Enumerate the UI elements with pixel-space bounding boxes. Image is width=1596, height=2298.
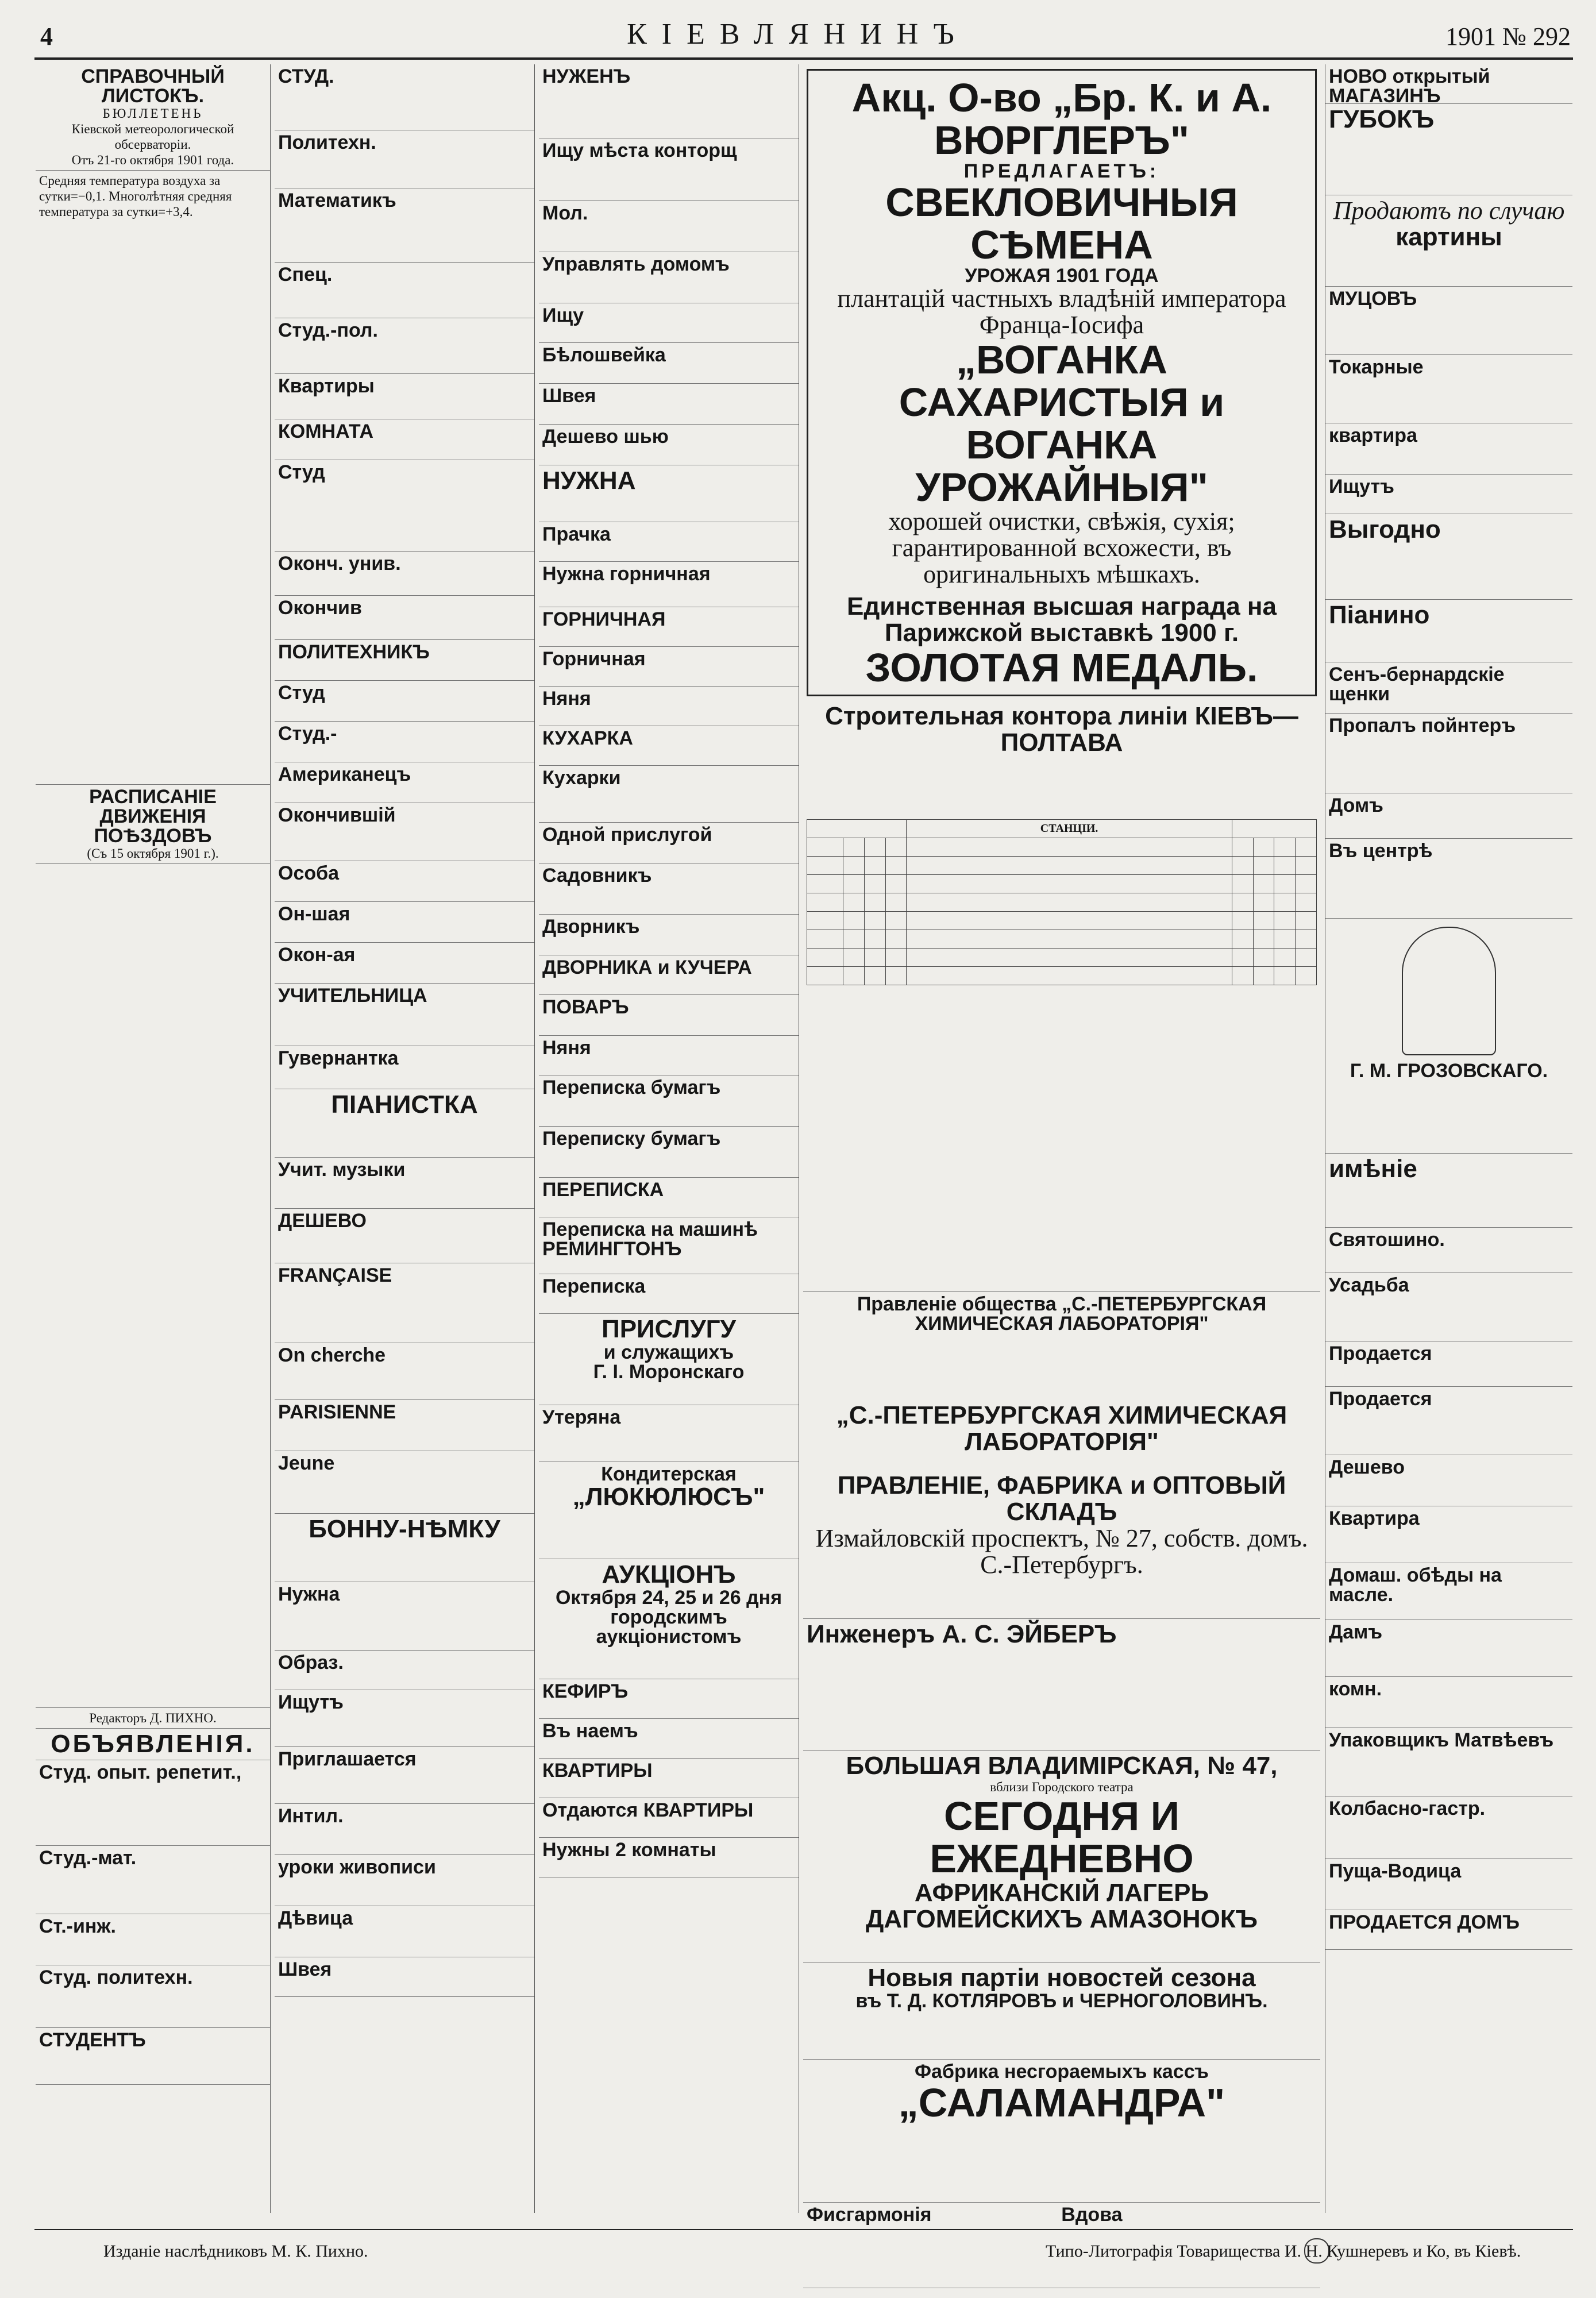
- ad: Утеряна: [539, 1405, 799, 1462]
- publisher-line: Изданіе наслѣдниковъ М. К. Пихно.: [103, 2242, 368, 2261]
- schedule-title: РАСПИСАНІЕ ДВИЖЕНІЯ ПОѢЗДОВЪ: [89, 786, 217, 847]
- ad: Окон-ая: [275, 943, 534, 984]
- ad-student-math: Студ.-мат.: [36, 1846, 270, 1914]
- ad: КУХАРКА: [539, 726, 799, 766]
- ad: Мол.: [539, 201, 799, 252]
- ad: Особа: [275, 861, 534, 902]
- issue-number: 1901 № 292: [1445, 22, 1571, 51]
- ad: Переписка бумагъ: [539, 1075, 799, 1127]
- ad: Бѣлошвейка: [539, 343, 799, 384]
- ad: ПРОДАЕТСЯ ДОМЪ: [1325, 1910, 1572, 1950]
- cutlery-emblem-icon: [1402, 927, 1496, 1055]
- ad: БОННУ-НѢМКУ: [275, 1514, 534, 1582]
- ad-safes: Фабрика несгораемыхъ кассъ „САЛАМАНДРА": [803, 2060, 1320, 2203]
- ad: НОВО открытый МАГАЗИНЪ: [1325, 64, 1572, 104]
- ad: PARISIENNE: [275, 1400, 534, 1451]
- ad: Ищутъ: [275, 1690, 534, 1747]
- ad: Гувернантка: [275, 1046, 534, 1089]
- ad: Нужна: [275, 1582, 534, 1651]
- ad: Въ наемъ: [539, 1719, 799, 1759]
- ad: Студ.-: [275, 722, 534, 762]
- newspaper-title: КІЕВЛЯНИНЪ: [627, 18, 969, 51]
- ad: комн.: [1325, 1677, 1572, 1728]
- ad: Выгодно: [1325, 514, 1572, 600]
- ad-railway: Строительная контора линіи КІЕВЪ—ПОЛТАВА СТАНЦІИ.: [803, 701, 1320, 1292]
- ad: Кухарки: [539, 766, 799, 823]
- reference-section: [36, 64, 270, 171]
- ad: Образ.: [275, 1651, 534, 1690]
- observatory-label: Кіевской метеорологической обсерваторіи.: [71, 122, 234, 152]
- ad: Святошино.: [1325, 1228, 1572, 1273]
- ad-fabrics: Новыя партіи новостей сезона въ Т. Д. КОТЛЯРОВЪ и ЧЕРНОГОЛОВИНЪ.: [803, 1962, 1320, 2060]
- ad-student: СТУДЕНТЪ: [36, 2028, 270, 2085]
- ad: НУЖЕНЪ: [539, 64, 799, 138]
- ad-harmonium: Фисгармонія Вдова: [803, 2203, 1320, 2288]
- ad: ДВОРНИКА и КУЧЕРА: [539, 955, 799, 995]
- ad: ГУБОКЪ: [1325, 104, 1572, 195]
- train-timetable: СТАНЦІИ.: [807, 819, 1317, 985]
- ad: Переписка на машинѣ РЕМИНГТОНЪ: [539, 1217, 799, 1274]
- column-1: [36, 64, 271, 2213]
- ad: ПІАНИСТКА: [275, 1089, 534, 1158]
- column-4: [803, 64, 1320, 2226]
- ad-confectionery: Кондитерская „ЛЮКЮЛЮСЪ": [539, 1462, 799, 1559]
- ad: Ищутъ: [1325, 475, 1572, 514]
- top-rule: [34, 57, 1573, 60]
- ad: Интил.: [275, 1804, 534, 1855]
- ad: КВАРТИРЫ: [539, 1759, 799, 1798]
- ad: уроки живописи: [275, 1855, 534, 1906]
- ad-polytech: Студ. политехн.: [36, 1965, 270, 2028]
- ad: УЧИТЕЛЬНИЦА: [275, 984, 534, 1046]
- ad: Садовникъ: [539, 863, 799, 915]
- ad: Токарные: [1325, 355, 1572, 423]
- ad: Оконч. унив.: [275, 552, 534, 596]
- ad: Нужна горничная: [539, 562, 799, 607]
- ad: ПОВАРЪ: [539, 995, 799, 1036]
- ad: Ищу: [539, 303, 799, 343]
- ad: ДЕШЕВО: [275, 1209, 534, 1263]
- ad: Одной прислугой: [539, 823, 799, 863]
- ad: Швея: [275, 1957, 534, 1997]
- ad-engineer-eiber: Инженеръ А. С. ЭЙБЕРЪ: [803, 1619, 1320, 1751]
- ad: Управлять домомъ: [539, 252, 799, 303]
- ad: On cherche: [275, 1343, 534, 1400]
- ad: Переписку бумагъ: [539, 1127, 799, 1178]
- ad: Горничная: [539, 647, 799, 687]
- ad-chem-lab: Правленіе общества „С.-ПЕТЕРБУРГСКАЯ ХИМИЧЕСКАЯ ЛАБОРАТОРІЯ" „С.-ПЕТЕРБУРГСКАЯ ХИМИЧЕСКАЯ ЛАБОРАТОРІЯ" ПРАВЛЕНІЕ, ФАБРИКА и ОПТОВЫЙ СКЛАДЪ Измайловскій проспектъ, № 27, собств. домъ. С.-Петербургъ.: [803, 1292, 1320, 1619]
- ad-cutler: Г. М. ГРОЗОВСКАГО.: [1325, 919, 1572, 1154]
- ad-wurgler: Акц. О-во „Бр. К. и А. ВЮРГЛЕРЪ" ПРЕДЛАГАЕТЪ: СВЕКЛОВИЧНЫЯ СѢМЕНА УРОЖАЯ 1901 ГОДА плантацій частныхъ владѣній императора Франца-Іосифа „ВОГАНКА САХАРИСТЫЯ и ВОГАНКА УРОЖАЙНЫЯ" хорошей очистки, свѣжія, сухія; гарантированной всхожести, въ оригинальныхъ мѣшкахъ. Единственная высшая награда на Парижской выставкѣ 1900 г. ЗОЛОТАЯ МЕДАЛЬ.: [807, 69, 1317, 696]
- weather-text: Средняя температура воздуха за сутки=−0,1. Многолѣтняя средняя температура за сутки=+3,4.: [36, 171, 270, 785]
- ad: Дѣвица: [275, 1906, 534, 1957]
- editor-line: Редакторъ Д. ПИХНО.: [36, 1708, 270, 1729]
- column-5: [1325, 64, 1572, 2213]
- ad: Студ: [275, 460, 534, 552]
- ad: Усадьба: [1325, 1273, 1572, 1341]
- schedule-section: [36, 785, 270, 864]
- page-number: 4: [40, 22, 53, 51]
- ad: ПОЛИТЕХНИКЪ: [275, 640, 534, 681]
- ad: Учит. музыки: [275, 1158, 534, 1209]
- ad: КЕФИРЪ: [539, 1679, 799, 1719]
- ad: Сенъ-бернардскіе щенки: [1325, 662, 1572, 714]
- ad: квартира: [1325, 423, 1572, 475]
- ad: Домаш. обѣды на масле.: [1325, 1563, 1572, 1620]
- printer-line: Типо-Литографія Товарищества И. Н. Кушнеревъ и Ко, въ Кіевѣ.: [1046, 2242, 1521, 2261]
- ad: Няня: [539, 687, 799, 726]
- ad: Математикъ: [275, 188, 534, 263]
- ad: Студ: [275, 681, 534, 722]
- masthead: [0, 0, 1596, 63]
- footer: [34, 2229, 1573, 2261]
- ad: Окончившій: [275, 803, 534, 861]
- ad-tutor: Студ. опыт. репетит.,: [36, 1760, 270, 1846]
- ad: Приглашается: [275, 1747, 534, 1804]
- ad-amazons: БОЛЬШАЯ ВЛАДИМІРСКАЯ, № 47, вблизи Городского театра СЕГОДНЯ И ЕЖЕДНЕВНО АФРИКАНСКІЙ ЛАГЕРЬ ДАГОМЕЙСКИХЪ АМАЗОНОКЪ: [803, 1751, 1320, 1962]
- ad: Дамъ: [1325, 1620, 1572, 1677]
- ad-auction: АУКЦІОНЪ Октября 24, 25 и 26 дня городскимъ аукціонистомъ: [539, 1559, 799, 1679]
- ad: ПЕРЕПИСКА: [539, 1178, 799, 1217]
- ad: Ищу мѣста конторщ: [539, 138, 799, 201]
- schedule-date: (Съ 15 октября 1901 г.).: [87, 846, 219, 861]
- ad: Нужны 2 комнаты: [539, 1838, 799, 1877]
- bulletin-label: БЮЛЛЕТЕНЬ: [102, 106, 203, 121]
- ad-paintings: Продаютъ по случаю картины: [1325, 195, 1572, 287]
- ad: КОМНАТА: [275, 419, 534, 460]
- ad: Дешево шью: [539, 425, 799, 465]
- ad: Квартиры: [275, 374, 534, 419]
- ad: Колбасно-гастр.: [1325, 1796, 1572, 1859]
- ad: Он-шая: [275, 902, 534, 943]
- ad: НУЖНА: [539, 465, 799, 522]
- ad: Домъ: [1325, 793, 1572, 839]
- ad-engineer: Ст.-инж.: [36, 1914, 270, 1965]
- ad: Прачка: [539, 522, 799, 562]
- ad: Въ центрѣ: [1325, 839, 1572, 919]
- ad: Квартира: [1325, 1506, 1572, 1563]
- ad: Пропалъ пойнтеръ: [1325, 714, 1572, 793]
- ad: Упаковщикъ Матвѣевъ: [1325, 1728, 1572, 1796]
- ad: Студ.-пол.: [275, 318, 534, 374]
- column-2: [275, 64, 535, 2213]
- ad: Продается: [1325, 1341, 1572, 1387]
- ad: Американецъ: [275, 762, 534, 803]
- ad: Швея: [539, 384, 799, 425]
- ad: ГОРНИЧНАЯ: [539, 607, 799, 647]
- ad: Окончив: [275, 596, 534, 640]
- column-3: [539, 64, 799, 2213]
- ad: Отдаются КВАРТИРЫ: [539, 1798, 799, 1838]
- ads-title: ОБЪЯВЛЕНІЯ.: [36, 1729, 270, 1760]
- ad: Переписка: [539, 1274, 799, 1314]
- schedule-table-area: [36, 864, 270, 1708]
- ad: Jeune: [275, 1451, 534, 1514]
- ad: СТУД.: [275, 64, 534, 130]
- ad: Дворникъ: [539, 915, 799, 955]
- ref-title: СПРАВОЧНЫЙ ЛИСТОКЪ.: [81, 65, 225, 107]
- ad: Няня: [539, 1036, 799, 1075]
- ad: FRANÇAISE: [275, 1263, 534, 1343]
- ad: Пуща-Водица: [1325, 1859, 1572, 1910]
- ad: Дешево: [1325, 1455, 1572, 1506]
- ad: Спец.: [275, 263, 534, 318]
- ad: Продается: [1325, 1387, 1572, 1455]
- bulletin-date: Отъ 21-го октября 1901 года.: [71, 153, 234, 167]
- ad: имѣніе: [1325, 1154, 1572, 1228]
- ad: Политехн.: [275, 130, 534, 188]
- ad-servants-office: ПРИСЛУГУ и служащихъ Г. І. Моронскаго: [539, 1314, 799, 1405]
- ad: Піанино: [1325, 600, 1572, 662]
- ad: МУЦОВЪ: [1325, 287, 1572, 355]
